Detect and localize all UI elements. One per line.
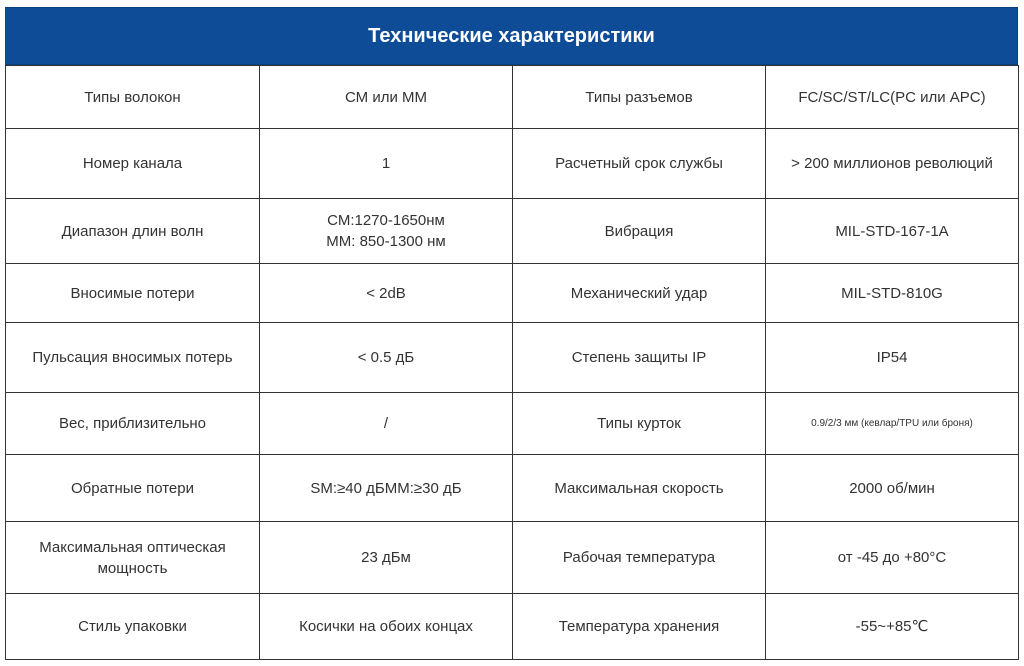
param-label: Номер канала <box>6 129 260 199</box>
value-line: < 0.5 дБ <box>357 349 415 366</box>
value-line: СМ:1270-1650нм <box>327 212 445 229</box>
param-label: Типы волокон <box>6 66 260 129</box>
spec-table-container <box>5 7 1018 660</box>
param-label: Диапазон длин волн <box>6 199 260 264</box>
param-label: Максимальная оптическая мощность <box>6 522 260 594</box>
param-label: Максимальная скорость <box>513 455 766 522</box>
param-value: > 200 миллионов революций <box>766 129 1019 199</box>
value-line: ММ: 850-1300 нм <box>326 233 446 250</box>
param-value: FC/SC/ST/LC(PC или APC) <box>766 66 1019 129</box>
param-label: Вибрация <box>513 199 766 264</box>
param-value <box>260 66 513 129</box>
param-label: Пульсация вносимых потерь <box>6 323 260 393</box>
param-value: MIL-STD-810G <box>766 264 1019 323</box>
param-value <box>260 455 513 522</box>
param-value: от -45 до +80°C <box>766 522 1019 594</box>
table-row <box>6 393 1019 455</box>
param-value: -55~+85℃ <box>766 594 1019 660</box>
param-value: MIL-STD-167-1A <box>766 199 1019 264</box>
table-row <box>6 323 1019 393</box>
value-line: 1 <box>381 155 391 172</box>
param-value: 2000 об/мин <box>766 455 1019 522</box>
param-label: Вносимые потери <box>6 264 260 323</box>
param-value: IP54 <box>766 323 1019 393</box>
value-line: SM:≥40 дБMM:≥30 дБ <box>310 479 462 497</box>
table-title: Технические характеристики <box>5 7 1018 65</box>
param-value <box>260 264 513 323</box>
param-label: Температура хранения <box>513 594 766 660</box>
table-row <box>6 66 1019 129</box>
param-label: Расчетный срок службы <box>513 129 766 199</box>
param-value <box>260 129 513 199</box>
param-label: Вес, приблизительно <box>6 393 260 455</box>
param-value: 0.9/2/3 мм (кевлар/TPU или броня) <box>766 393 1019 455</box>
param-label: Типы разъемов <box>513 66 766 129</box>
param-value <box>260 522 513 594</box>
param-label: Типы курток <box>513 393 766 455</box>
param-value <box>260 594 513 660</box>
spec-table <box>5 65 1019 660</box>
table-row <box>6 455 1019 522</box>
param-value <box>260 199 513 264</box>
param-label: Рабочая температура <box>513 522 766 594</box>
table-row <box>6 129 1019 199</box>
param-label: Стиль упаковки <box>6 594 260 660</box>
table-row <box>6 522 1019 594</box>
param-value <box>260 323 513 393</box>
value-line: 23 дБм <box>361 549 411 566</box>
table-row <box>6 199 1019 264</box>
table-row <box>6 594 1019 660</box>
param-label: Механический удар <box>513 264 766 323</box>
table-row <box>6 264 1019 323</box>
value-line: Косички на обоих концах <box>299 618 473 635</box>
param-value <box>260 393 513 455</box>
param-label: Степень защиты IP <box>513 323 766 393</box>
value-line: < 2dB <box>366 284 406 302</box>
value-line: СМ или ММ <box>345 88 427 106</box>
param-label: Обратные потери <box>6 455 260 522</box>
value-line: / <box>383 415 389 432</box>
